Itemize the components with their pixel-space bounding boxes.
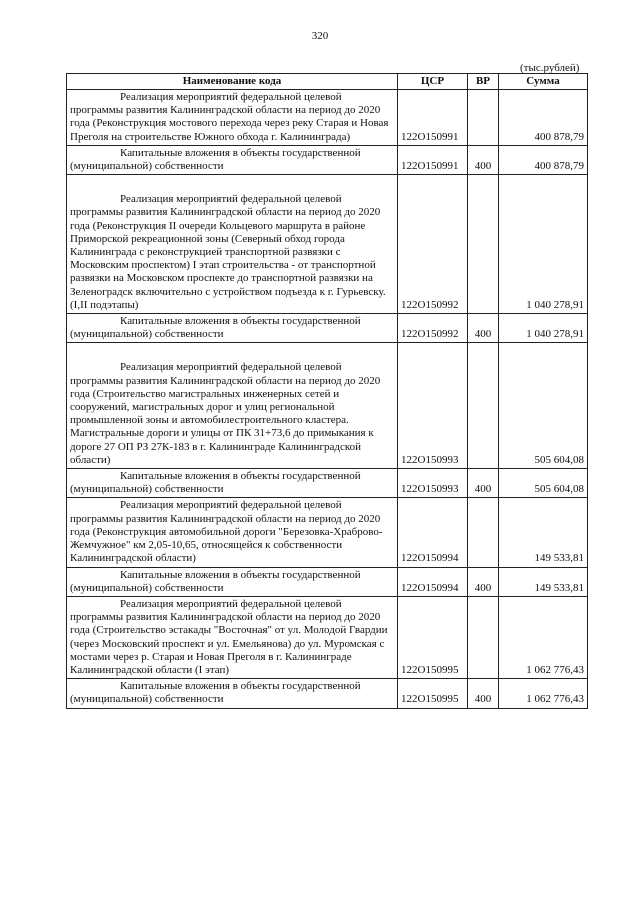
row-vr: 400 [468, 567, 499, 596]
row-name-lead: Капитальные вложения в объекты государственной [120, 146, 361, 159]
table-header-row [67, 74, 588, 90]
row-name [67, 567, 398, 596]
row-name-rest: программы развития Калининградской области на период до 2020 года (Реконструкция автомобильной дороги "Березовка-Храброво-Жемчужное" км 2,05-10,65, относящейся к собственности Калининградской области) [70, 512, 383, 565]
page-number: 320 [311, 30, 329, 42]
row-name [67, 679, 398, 708]
row-sum: 1 040 278,91 [499, 314, 588, 343]
row-csr: 122О150995 [398, 596, 468, 678]
row-vr: 400 [468, 679, 499, 708]
row-sum: 505 604,08 [499, 469, 588, 498]
row-name-rest: программы развития Калининградской области на период до 2020 года (Строительство эстакады "Восточная" от ул. Молодой Гвардии (через Московский проспект и ул. Емельянова) до ул. Муромская с мостами через р. Старая и Новая Преголя в г. Калининграде Калининградской области (I этап) [70, 611, 388, 676]
row-name-rest: программы развития Калининградской области на период до 2020 года (Реконструкция мостового перехода через реку Старая и Новая Преголя на строительстве Южного обхода г. Калининграда) [70, 104, 389, 143]
units-label: (тыс.рублей) [520, 62, 580, 74]
row-name [67, 314, 398, 343]
row-name-lead: Капитальные вложения в объекты государственной [120, 568, 361, 581]
row-name-lead: Капитальные вложения в объекты государственной [120, 470, 361, 483]
row-csr: 122О150994 [398, 567, 468, 596]
row-vr [468, 498, 499, 567]
header-name: Наименование кода [67, 74, 398, 90]
row-name-lead: Реализация мероприятий федеральной целевой [120, 499, 342, 512]
row-sum: 149 533,81 [499, 567, 588, 596]
row-name-rest: программы развития Калининградской области на период до 2020 года (Реконструкция II очереди Кольцевого маршрута в районе Приморской рекреационной зоны (Северный обход города Калининграда с реконструкцией транспортной развязки с Московским проспектом) I этап строительства - от транспортной развязки на Московском проспекте до транспортной развязки на Зеленоградск включительно с устройством подъезда к г. Гурьевску. (I,II подэтапы) [70, 206, 386, 311]
row-name-rest: (муниципальной) собственности [70, 328, 224, 341]
row-csr: 122О150994 [398, 498, 468, 567]
row-name-rest: (муниципальной) собственности [70, 693, 224, 706]
row-csr: 122О150993 [398, 343, 468, 469]
table-row [67, 567, 588, 596]
table-row [67, 314, 588, 343]
row-csr: 122О150991 [398, 145, 468, 174]
row-sum: 400 878,79 [499, 90, 588, 146]
row-csr: 122О150992 [398, 175, 468, 314]
row-name [67, 145, 398, 174]
row-csr: 122О150992 [398, 314, 468, 343]
row-name [67, 498, 398, 567]
row-name [67, 469, 398, 498]
row-sum: 1 040 278,91 [499, 175, 588, 314]
row-csr: 122О150993 [398, 469, 468, 498]
row-name-rest: (муниципальной) собственности [70, 160, 224, 173]
header-csr: ЦСР [398, 74, 468, 90]
row-name-lead: Капитальные вложения в объекты государственной [120, 315, 361, 328]
row-name-rest: программы развития Калининградской области на период до 2020 года (Строительство магистральных инженерных сетей и сооружений, магистральных дорог и улиц региональной промышленной зоны и автомобилестроительного кластера. Магистральные дороги и улицы от ПК 31+73,6 до примыкания к дороге 27 ОП РЗ 27К-183 в г. Калининграде Калининградской области) [70, 374, 381, 466]
table-row [67, 596, 588, 678]
table-row [67, 469, 588, 498]
row-sum: 400 878,79 [499, 145, 588, 174]
row-name-lead: Реализация мероприятий федеральной целевой [120, 597, 342, 610]
table-row [67, 679, 588, 708]
row-csr: 122О150995 [398, 679, 468, 708]
row-name-lead: Капитальные вложения в объекты государственной [120, 680, 361, 693]
table-row [67, 498, 588, 567]
row-name-lead: Реализация мероприятий федеральной целевой [120, 361, 342, 374]
row-sum: 505 604,08 [499, 343, 588, 469]
row-name [67, 90, 398, 146]
header-sum: Сумма [499, 74, 588, 90]
row-sum: 1 062 776,43 [499, 596, 588, 678]
row-name-rest: (муниципальной) собственности [70, 483, 224, 496]
row-name-lead: Реализация мероприятий федеральной целевой [120, 91, 342, 103]
table-row [67, 145, 588, 174]
row-vr [468, 90, 499, 146]
table-row [67, 343, 588, 469]
row-vr [468, 343, 499, 469]
row-name [67, 596, 398, 678]
budget-table [66, 73, 588, 709]
row-csr: 122О150991 [398, 90, 468, 146]
row-vr: 400 [468, 145, 499, 174]
row-vr: 400 [468, 314, 499, 343]
row-name-rest: (муниципальной) собственности [70, 581, 224, 594]
row-vr [468, 596, 499, 678]
table-row [67, 90, 588, 146]
row-vr [468, 175, 499, 314]
row-sum: 1 062 776,43 [499, 679, 588, 708]
row-sum: 149 533,81 [499, 498, 588, 567]
row-name-lead: Реализация мероприятий федеральной целевой [120, 193, 342, 206]
row-vr: 400 [468, 469, 499, 498]
table-row [67, 175, 588, 314]
header-vr: ВР [468, 74, 499, 90]
row-name [67, 175, 398, 314]
row-name [67, 343, 398, 469]
